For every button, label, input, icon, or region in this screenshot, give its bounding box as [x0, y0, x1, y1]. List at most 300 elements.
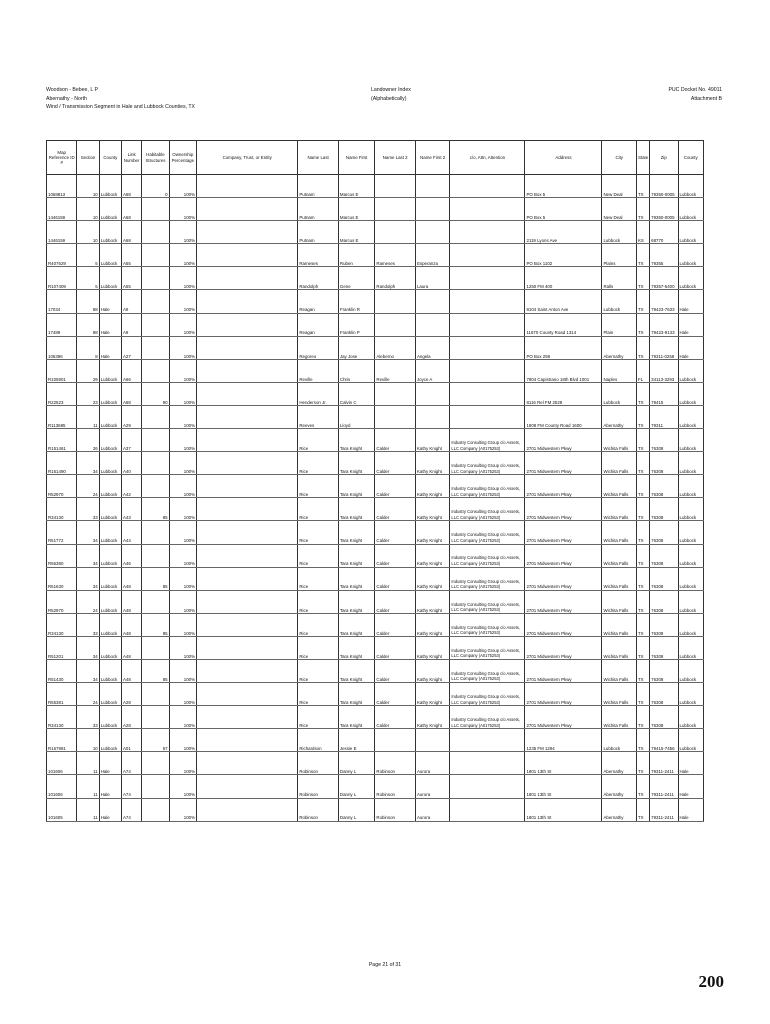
table-cell: Calder	[375, 613, 416, 636]
table-cell: 2701 Midwestern Pkwy	[525, 498, 602, 521]
table-cell: 23	[77, 382, 99, 405]
table-cell: PO Box 5	[525, 198, 602, 221]
table-cell: 100%	[169, 567, 196, 590]
table-cell: 100%	[169, 267, 196, 290]
table-cell: Angela	[415, 336, 449, 359]
table-cell: 76308	[650, 613, 678, 636]
column-header: Name First 2	[415, 141, 449, 175]
table-cell: 33	[77, 613, 99, 636]
table-cell: 34	[77, 567, 99, 590]
table-cell: 76308	[650, 706, 678, 729]
table-cell	[196, 729, 297, 752]
table-cell: TX	[636, 198, 649, 221]
table-row	[47, 544, 704, 567]
table-cell: 101606	[47, 752, 77, 775]
table-cell: Rameses	[375, 244, 416, 267]
table-cell	[196, 313, 297, 336]
table-row	[47, 613, 704, 636]
table-cell: Lubbock	[678, 729, 704, 752]
table-cell: Wichita Falls	[602, 521, 636, 544]
table-cell: 17489	[47, 313, 77, 336]
table-cell: 85	[142, 498, 169, 521]
table-cell: 1908 FM County Road 1600	[525, 405, 602, 428]
table-cell: 100%	[169, 775, 196, 798]
table-cell: TX	[636, 590, 649, 613]
table-cell: Franklin P	[338, 313, 375, 336]
table-cell: 100%	[169, 359, 196, 382]
table-cell: Hale	[99, 290, 121, 313]
table-cell: Calder	[375, 659, 416, 682]
table-cell	[196, 475, 297, 498]
table-cell: 9104 Saint Anton Ave	[525, 290, 602, 313]
table-cell: 34	[77, 659, 99, 682]
table-cell	[196, 613, 297, 636]
table-cell: 8	[77, 336, 99, 359]
table-cell: R34130	[47, 706, 77, 729]
table-cell: Kathy Knight	[415, 613, 449, 636]
table-cell: Kathy Knight	[415, 636, 449, 659]
table-row	[47, 290, 704, 313]
table-cell: Robinson	[375, 798, 416, 821]
table-cell: R105901	[47, 359, 77, 382]
table-cell: Kathy Knight	[415, 544, 449, 567]
table-cell	[142, 336, 169, 359]
table-cell: Putnam	[298, 175, 339, 198]
table-cell: Rice	[298, 521, 339, 544]
table-row	[47, 267, 704, 290]
table-cell: Industry Consulting Group c/o Assets, LLC Company (A0175253)	[450, 429, 525, 452]
table-cell: Calder	[375, 498, 416, 521]
table-cell: Laura	[415, 267, 449, 290]
table-cell: Joyce A	[415, 359, 449, 382]
table-cell: 2701 Midwestern Pkwy	[525, 544, 602, 567]
table-cell	[142, 544, 169, 567]
table-cell: 10	[77, 198, 99, 221]
table-cell: 33	[77, 498, 99, 521]
table-cell: 10	[77, 729, 99, 752]
table-cell: Hale	[678, 336, 704, 359]
table-cell: 1068813	[47, 175, 77, 198]
table-cell: Industry Consulting Group c/o Assets, LLC Company (A0175253)	[450, 521, 525, 544]
table-cell	[142, 636, 169, 659]
table-cell: Hale	[99, 775, 121, 798]
table-cell: 76308	[650, 452, 678, 475]
table-cell: Rice	[298, 567, 339, 590]
table-cell: Lubbock	[678, 636, 704, 659]
table-row	[47, 683, 704, 706]
column-header: Section	[77, 141, 99, 175]
table-cell: Marcus E	[338, 198, 375, 221]
table-row	[47, 706, 704, 729]
table-cell: 33	[77, 706, 99, 729]
table-row	[47, 752, 704, 775]
table-cell: 2701 Midwestern Pkwy	[525, 429, 602, 452]
table-cell: Lubbock	[99, 175, 121, 198]
table-cell: Lubbock	[99, 498, 121, 521]
table-cell: R56380	[47, 544, 77, 567]
table-cell: Lubbock	[678, 475, 704, 498]
table-cell: TX	[636, 729, 649, 752]
table-cell	[196, 636, 297, 659]
table-cell: 2701 Midwestern Pkwy	[525, 567, 602, 590]
table-cell: Lubbock	[602, 382, 636, 405]
table-cell: 29	[77, 359, 99, 382]
table-cell: 2701 Midwestern Pkwy	[525, 452, 602, 475]
table-cell: Gene	[338, 267, 375, 290]
table-cell: A74	[122, 775, 142, 798]
table-row	[47, 336, 704, 359]
table-cell: TX	[636, 613, 649, 636]
table-cell	[415, 382, 449, 405]
table-cell: 100%	[169, 475, 196, 498]
table-cell: 8116 Rel FM 2528	[525, 382, 602, 405]
table-cell: 79311	[650, 405, 678, 428]
table-cell: Lubbock	[678, 198, 704, 221]
table-cell	[196, 659, 297, 682]
table-cell: Robinson	[298, 752, 339, 775]
table-cell: R113685	[47, 405, 77, 428]
table-cell	[450, 198, 525, 221]
table-cell: Robinson	[375, 752, 416, 775]
table-cell	[196, 382, 297, 405]
table-cell: Industry Consulting Group c/o Assets, LLC Company (A0175253)	[450, 498, 525, 521]
table-cell: Wichita Falls	[602, 683, 636, 706]
table-cell	[142, 198, 169, 221]
table-cell: 100%	[169, 198, 196, 221]
table-cell: 7804 Capistrano 18th Blvd 1001	[525, 359, 602, 382]
table-cell: Calder	[375, 590, 416, 613]
table-cell: Robinson	[298, 798, 339, 821]
table-cell: Lubbock	[678, 683, 704, 706]
table-cell: Industry Consulting Group c/o Assets, LLC Company (A0175253)	[450, 636, 525, 659]
table-cell: 34	[77, 544, 99, 567]
table-cell: Reville	[375, 359, 416, 382]
table-cell: Rice	[298, 429, 339, 452]
table-cell: Hale	[99, 313, 121, 336]
table-cell: Putnam	[298, 198, 339, 221]
table-cell	[142, 775, 169, 798]
table-cell: Kathy Knight	[415, 706, 449, 729]
table-cell: 2701 Midwestern Pkwy	[525, 590, 602, 613]
table-cell: R407629	[47, 244, 77, 267]
table-cell	[142, 313, 169, 336]
table-cell: Abernathy	[602, 405, 636, 428]
table-cell: 76308	[650, 683, 678, 706]
table-cell: Hale	[678, 290, 704, 313]
table-cell: Wichita Falls	[602, 475, 636, 498]
table-cell	[196, 752, 297, 775]
table-row	[47, 636, 704, 659]
document-subtitle: (Alphabetically)	[371, 95, 407, 102]
table-cell: 100%	[169, 706, 196, 729]
table-cell: Hale	[678, 752, 704, 775]
table-cell	[375, 729, 416, 752]
table-cell	[196, 198, 297, 221]
table-cell: 1801 13th St	[525, 798, 602, 821]
table-cell: Henderson Jr.	[298, 382, 339, 405]
table-cell: 34	[77, 452, 99, 475]
table-cell: TX	[636, 567, 649, 590]
table-cell: A68	[122, 198, 142, 221]
table-cell	[196, 683, 297, 706]
table-cell: 11670 County Road 1314	[525, 313, 602, 336]
table-cell: Lubbock	[678, 706, 704, 729]
table-cell: 85	[142, 567, 169, 590]
table-cell: Hale	[99, 798, 121, 821]
table-cell: 2701 Midwestern Pkwy	[525, 706, 602, 729]
table-cell	[415, 175, 449, 198]
table-cell: R55381	[47, 683, 77, 706]
page-number: Page 21 of 31	[368, 962, 402, 968]
table-cell: Lubbock	[99, 405, 121, 428]
table-cell: Lubbock	[678, 452, 704, 475]
table-cell: 24	[77, 683, 99, 706]
table-cell: Danny L	[338, 798, 375, 821]
table-cell: Lubbock	[99, 359, 121, 382]
table-cell: 106396	[47, 336, 77, 359]
table-cell: Reeves	[298, 405, 339, 428]
table-cell: TX	[636, 290, 649, 313]
table-cell	[142, 452, 169, 475]
table-cell	[196, 452, 297, 475]
table-cell: Wichita Falls	[602, 544, 636, 567]
table-cell: Lubbock	[678, 590, 704, 613]
table-cell: 1235 FM 1294	[525, 729, 602, 752]
table-cell: Lubbock	[678, 659, 704, 682]
table-cell: TX	[636, 429, 649, 452]
table-cell	[450, 798, 525, 821]
table-cell: Calder	[375, 567, 416, 590]
table-cell: 100%	[169, 382, 196, 405]
table-row	[47, 221, 704, 244]
table-cell	[142, 590, 169, 613]
landowner-table	[46, 140, 704, 822]
table-cell: Lubbock	[678, 267, 704, 290]
table-cell: R34130	[47, 498, 77, 521]
table-cell: A9	[122, 290, 142, 313]
table-cell: Lloyd	[338, 405, 375, 428]
table-cell: 100%	[169, 683, 196, 706]
table-cell: 1801 13th St	[525, 752, 602, 775]
table-cell: Lubbock	[99, 382, 121, 405]
table-cell: Lubbock	[678, 521, 704, 544]
table-cell: 2701 Midwestern Pkwy	[525, 636, 602, 659]
table-cell: Industry Consulting Group c/o Assets, LLC Company (A0175253)	[450, 590, 525, 613]
table-cell	[375, 221, 416, 244]
table-cell: 1446159	[47, 198, 77, 221]
table-cell	[142, 798, 169, 821]
table-row	[47, 175, 704, 198]
table-cell: 2701 Midwestern Pkwy	[525, 613, 602, 636]
table-cell: A68	[122, 382, 142, 405]
table-cell: Tara Knight	[338, 475, 375, 498]
table-cell: 2701 Midwestern Pkwy	[525, 659, 602, 682]
table-cell	[415, 405, 449, 428]
table-cell: Kathy Knight	[415, 567, 449, 590]
table-row	[47, 498, 704, 521]
table-cell: A01	[122, 729, 142, 752]
table-cell: 85	[142, 659, 169, 682]
table-row	[47, 382, 704, 405]
table-cell: TX	[636, 775, 649, 798]
table-cell: Lubbock	[678, 221, 704, 244]
table-cell	[196, 405, 297, 428]
table-cell: A74	[122, 752, 142, 775]
table-cell	[142, 359, 169, 382]
table-cell: Lubbock	[99, 613, 121, 636]
table-cell	[196, 775, 297, 798]
table-cell: 17034	[47, 290, 77, 313]
table-cell: Robinson	[298, 775, 339, 798]
table-cell: Tara Knight	[338, 498, 375, 521]
column-header: Link Number	[122, 141, 142, 175]
table-cell: Industry Consulting Group c/o Assets, LLC Company (A0175253)	[450, 613, 525, 636]
table-cell: 100%	[169, 244, 196, 267]
table-cell: TX	[636, 636, 649, 659]
table-cell: 76308	[650, 567, 678, 590]
header-left	[46, 86, 195, 112]
table-cell: Reville	[298, 359, 339, 382]
table-row	[47, 405, 704, 428]
table-cell: A55	[122, 244, 142, 267]
table-cell	[450, 175, 525, 198]
table-cell: Danny L	[338, 775, 375, 798]
table-cell: Tara Knight	[338, 706, 375, 729]
table-cell: 79311-2411	[650, 798, 678, 821]
table-cell: 24	[77, 590, 99, 613]
table-cell: Industry Consulting Group c/o Assets, LLC Company (A0175253)	[450, 659, 525, 682]
table-cell	[142, 475, 169, 498]
table-cell	[415, 290, 449, 313]
table-cell: R51201	[47, 636, 77, 659]
table-cell: Lubbock	[99, 706, 121, 729]
table-cell: Plain	[602, 313, 636, 336]
table-cell: Industry Consulting Group c/o Assets, LLC Company (A0175253)	[450, 544, 525, 567]
table-cell: TX	[636, 452, 649, 475]
table-cell: Calder	[375, 636, 416, 659]
table-cell: Lubbock	[99, 521, 121, 544]
table-cell	[375, 382, 416, 405]
table-cell: Lubbock	[602, 290, 636, 313]
table-cell: TX	[636, 521, 649, 544]
table-cell: 79355	[650, 244, 678, 267]
table-cell: Reagan	[298, 313, 339, 336]
table-row	[47, 659, 704, 682]
table-cell: Tara Knight	[338, 613, 375, 636]
table-cell	[196, 544, 297, 567]
table-cell: 79311-0258	[650, 336, 678, 359]
table-cell: Rice	[298, 683, 339, 706]
table-cell: Kathy Knight	[415, 475, 449, 498]
table-cell: 1446159	[47, 221, 77, 244]
header-center	[371, 86, 411, 103]
table-cell: Lubbock	[602, 729, 636, 752]
table-row	[47, 775, 704, 798]
table-row	[47, 798, 704, 821]
table-cell	[196, 244, 297, 267]
table-cell: Plains	[602, 244, 636, 267]
table-cell: 76308	[650, 544, 678, 567]
table-cell: R34130	[47, 613, 77, 636]
table-cell: R52970	[47, 475, 77, 498]
table-cell: Lubbock	[99, 221, 121, 244]
table-cell: Lubbock	[602, 221, 636, 244]
table-cell: Aleberno	[375, 336, 416, 359]
table-cell: Ruben	[338, 244, 375, 267]
table-cell: Kathy Knight	[415, 498, 449, 521]
table-cell: Wichita Falls	[602, 452, 636, 475]
table-cell: Richardson	[298, 729, 339, 752]
table-cell: Rice	[298, 590, 339, 613]
table-cell: A55	[122, 267, 142, 290]
table-cell: 88	[77, 313, 99, 336]
table-cell: Tara Knight	[338, 590, 375, 613]
table-cell: Abernathy	[602, 336, 636, 359]
table-cell: Kathy Knight	[415, 683, 449, 706]
table-cell: 100%	[169, 429, 196, 452]
table-cell: Hale	[678, 798, 704, 821]
table-cell: 100%	[169, 405, 196, 428]
table-cell: Rice	[298, 544, 339, 567]
table-cell: Calder	[375, 706, 416, 729]
table-cell: 79311-2411	[650, 775, 678, 798]
table-cell	[415, 729, 449, 752]
column-header: Name Last	[298, 141, 339, 175]
table-cell: Tara Knight	[338, 659, 375, 682]
table-cell	[375, 198, 416, 221]
table-cell: TX	[636, 544, 649, 567]
table-row	[47, 359, 704, 382]
table-cell	[196, 336, 297, 359]
table-cell	[415, 221, 449, 244]
table-cell: Hale	[99, 752, 121, 775]
column-header: Map Reference ID #	[47, 141, 77, 175]
table-cell: Kathy Knight	[415, 659, 449, 682]
column-header: Ownership Percentage	[169, 141, 196, 175]
table-cell: A28	[122, 683, 142, 706]
table-cell	[142, 267, 169, 290]
table-cell: 76308	[650, 429, 678, 452]
table-cell: 76308	[650, 475, 678, 498]
table-cell: 67	[142, 729, 169, 752]
table-cell	[142, 221, 169, 244]
table-cell: Tara Knight	[338, 567, 375, 590]
table-cell: TX	[636, 405, 649, 428]
column-header: County	[99, 141, 121, 175]
table-cell: Tara Knight	[338, 429, 375, 452]
table-row	[47, 590, 704, 613]
table-cell	[196, 221, 297, 244]
table-cell: Aurora	[415, 798, 449, 821]
table-cell: Tara Knight	[338, 521, 375, 544]
table-cell	[196, 290, 297, 313]
table-cell: 1801 13th St	[525, 775, 602, 798]
table-cell	[142, 290, 169, 313]
column-header: State	[636, 141, 649, 175]
attachment-label: Attachment B	[690, 95, 722, 102]
table-cell: Lubbock	[99, 683, 121, 706]
table-cell: 100%	[169, 729, 196, 752]
table-cell: 101605	[47, 798, 77, 821]
table-cell	[450, 313, 525, 336]
table-cell: 79350-0005	[650, 198, 678, 221]
table-cell: 100%	[169, 290, 196, 313]
table-cell: 100%	[169, 636, 196, 659]
document-title: Landowner Index	[371, 87, 411, 93]
table-cell: R107409	[47, 267, 77, 290]
table-cell: Jessie E	[338, 729, 375, 752]
table-cell: Lubbock	[678, 613, 704, 636]
